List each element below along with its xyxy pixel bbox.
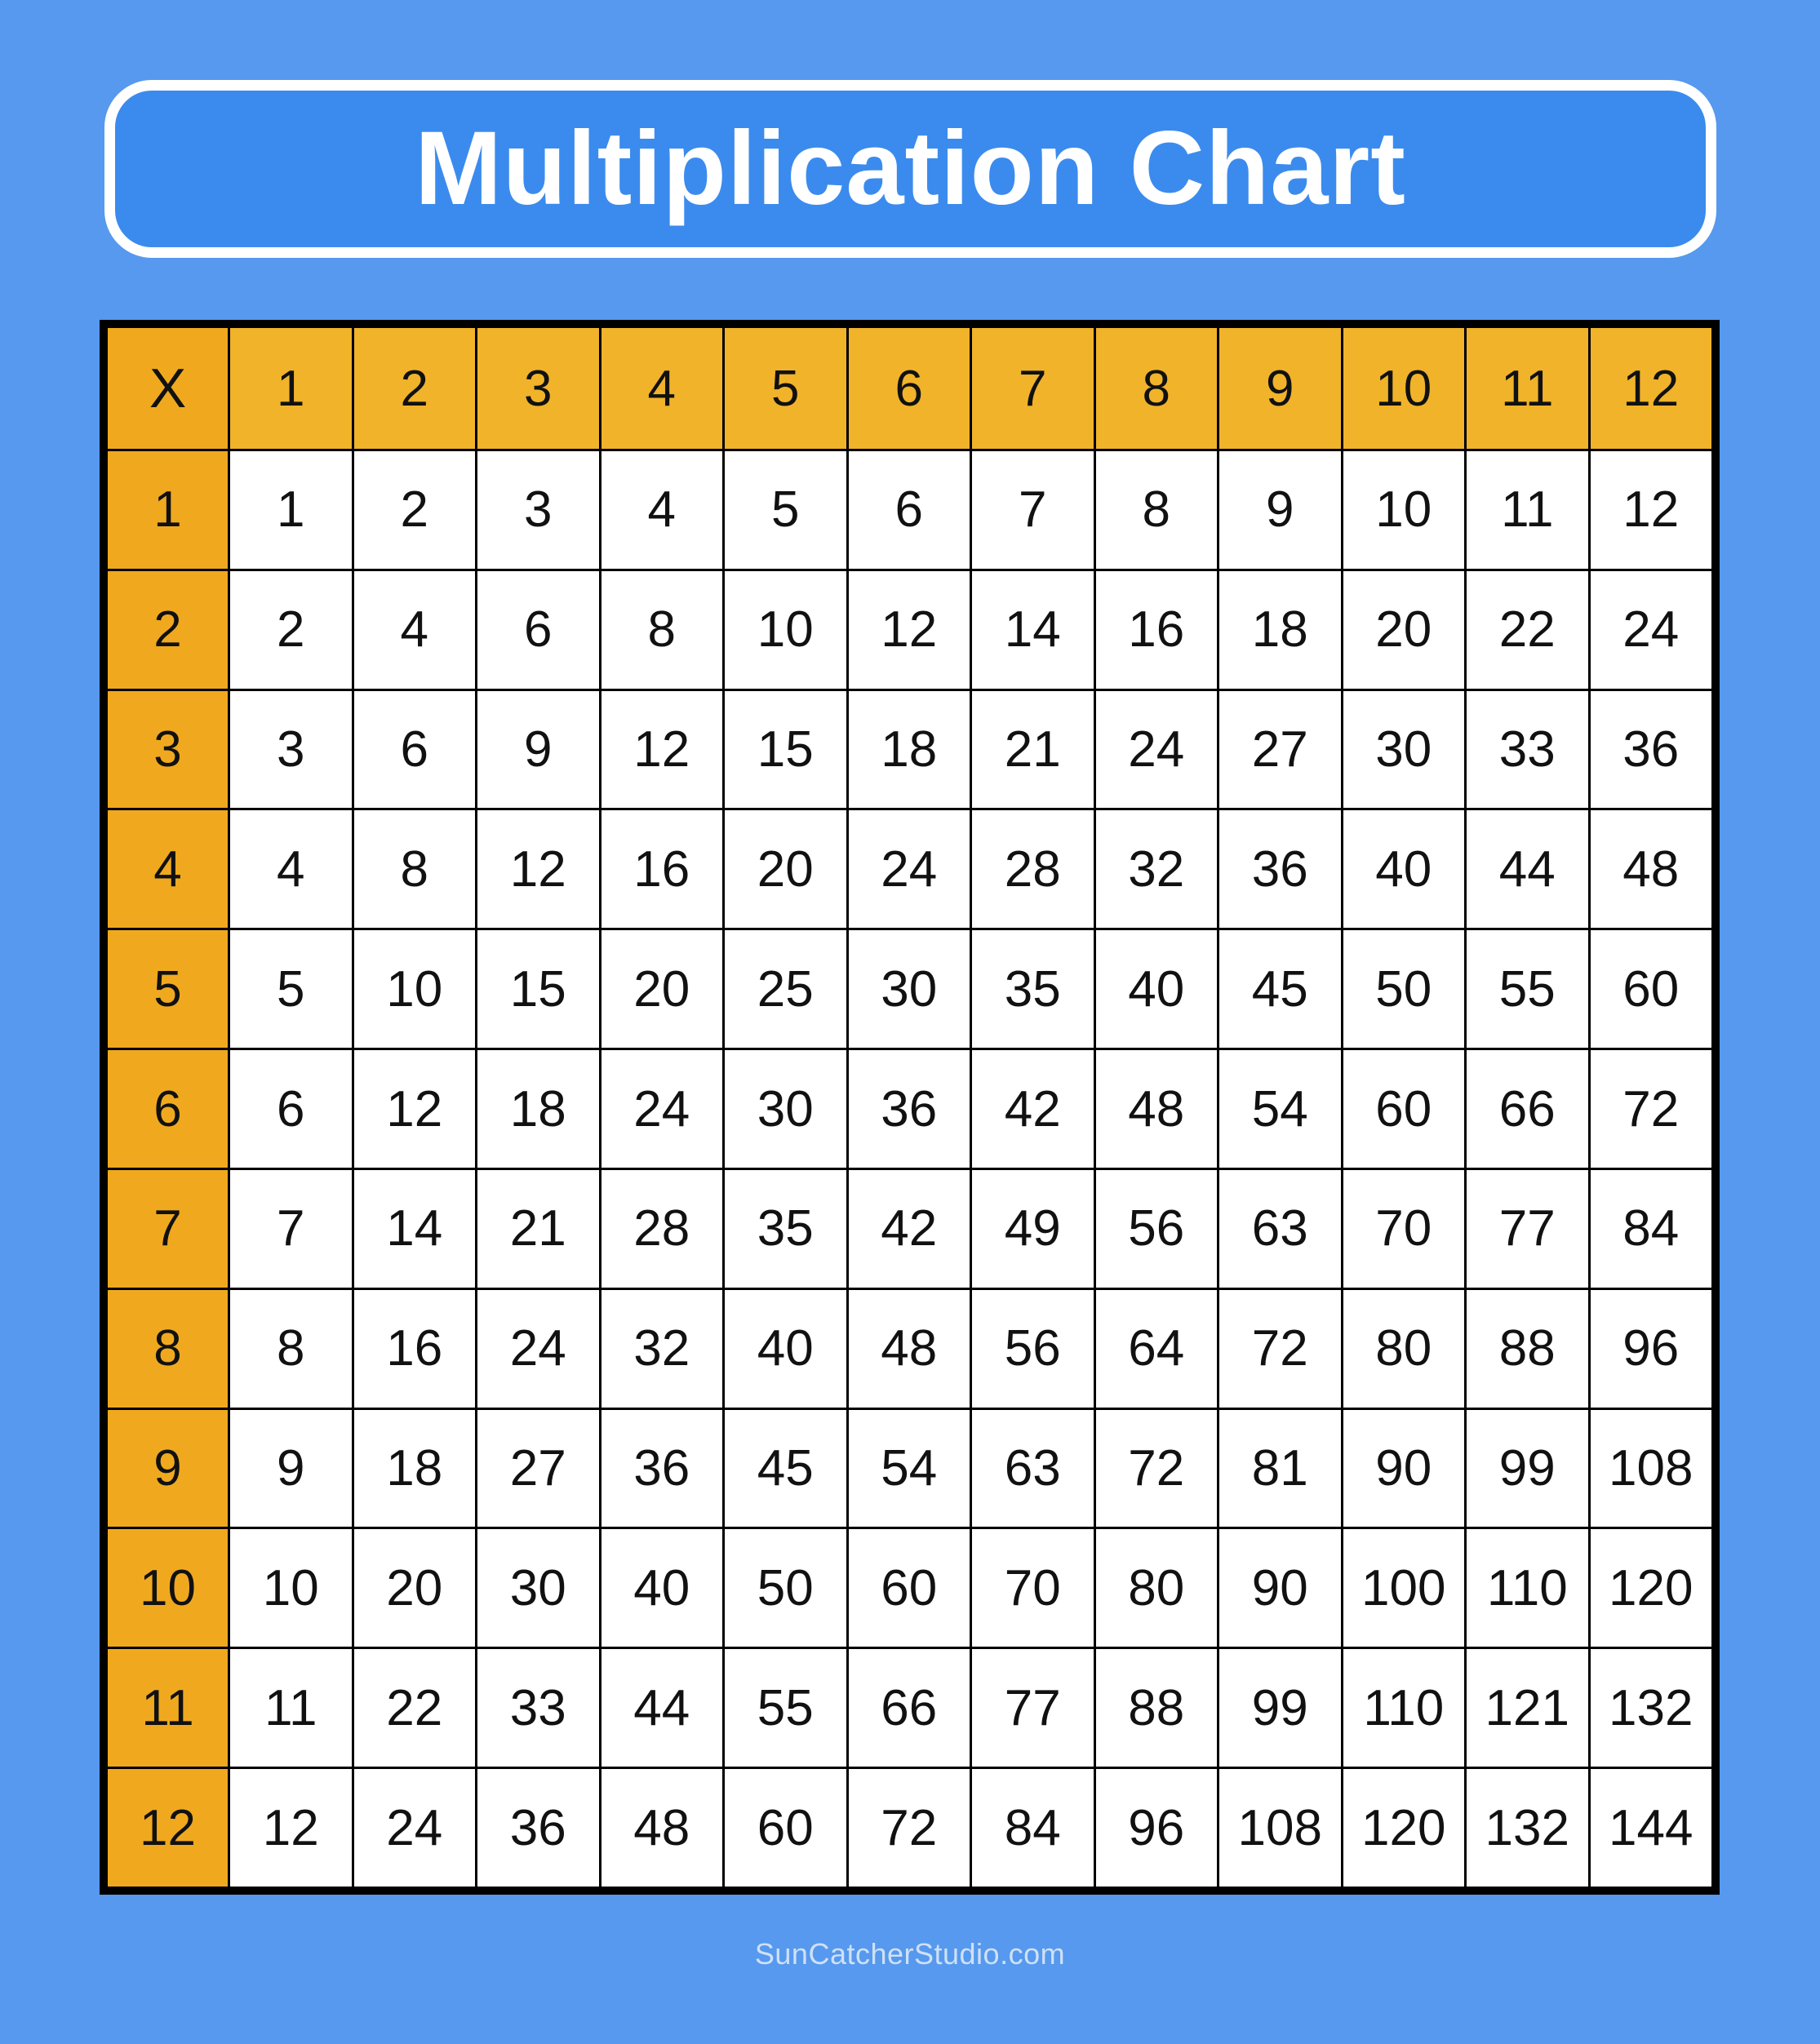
- product-cell: 3: [229, 689, 353, 809]
- column-header-cell: 4: [600, 327, 724, 450]
- product-cell: 9: [1219, 450, 1343, 570]
- product-cell: 20: [724, 809, 848, 929]
- product-cell: 72: [1589, 1049, 1713, 1169]
- product-cell: 44: [1466, 809, 1590, 929]
- page-title: Multiplication Chart: [415, 110, 1406, 227]
- table-row: [107, 1168, 1713, 1288]
- product-cell: 56: [1094, 1168, 1219, 1288]
- product-cell: 30: [724, 1049, 848, 1169]
- product-cell: 60: [1342, 1049, 1466, 1169]
- product-cell: 36: [1219, 809, 1343, 929]
- product-cell: 24: [1589, 570, 1713, 689]
- product-cell: 110: [1342, 1648, 1466, 1768]
- product-cell: 40: [1094, 929, 1219, 1049]
- product-cell: 77: [1466, 1168, 1590, 1288]
- row-header-cell: 5: [107, 929, 229, 1049]
- product-cell: 45: [724, 1408, 848, 1528]
- product-cell: 144: [1589, 1768, 1713, 1888]
- product-cell: 99: [1466, 1408, 1590, 1528]
- product-cell: 56: [971, 1288, 1095, 1408]
- product-cell: 42: [847, 1168, 971, 1288]
- product-cell: 50: [1342, 929, 1466, 1049]
- row-header-cell: 11: [107, 1648, 229, 1768]
- product-cell: 100: [1342, 1528, 1466, 1648]
- column-header-cell: 2: [353, 327, 477, 450]
- product-cell: 24: [847, 809, 971, 929]
- row-header-cell: 1: [107, 450, 229, 570]
- product-cell: 90: [1219, 1528, 1343, 1648]
- product-cell: 88: [1094, 1648, 1219, 1768]
- product-cell: 54: [847, 1408, 971, 1528]
- product-cell: 24: [477, 1288, 601, 1408]
- product-cell: 110: [1466, 1528, 1590, 1648]
- product-cell: 12: [353, 1049, 477, 1169]
- product-cell: 4: [353, 570, 477, 689]
- product-cell: 33: [1466, 689, 1590, 809]
- product-cell: 80: [1342, 1288, 1466, 1408]
- product-cell: 72: [1094, 1408, 1219, 1528]
- product-cell: 11: [1466, 450, 1590, 570]
- product-cell: 18: [1219, 570, 1343, 689]
- product-cell: 36: [1589, 689, 1713, 809]
- product-cell: 49: [971, 1168, 1095, 1288]
- product-cell: 54: [1219, 1049, 1343, 1169]
- product-cell: 77: [971, 1648, 1095, 1768]
- product-cell: 72: [847, 1768, 971, 1888]
- product-cell: 2: [229, 570, 353, 689]
- product-cell: 48: [600, 1768, 724, 1888]
- product-cell: 27: [1219, 689, 1343, 809]
- product-cell: 60: [724, 1768, 848, 1888]
- product-cell: 35: [971, 929, 1095, 1049]
- row-header-cell: 2: [107, 570, 229, 689]
- product-cell: 36: [600, 1408, 724, 1528]
- product-cell: 1: [229, 450, 353, 570]
- product-cell: 96: [1094, 1768, 1219, 1888]
- product-cell: 8: [1094, 450, 1219, 570]
- table-row: [107, 1768, 1713, 1888]
- table-header-row: [107, 327, 1713, 450]
- product-cell: 12: [600, 689, 724, 809]
- product-cell: 20: [1342, 570, 1466, 689]
- product-cell: 24: [1094, 689, 1219, 809]
- product-cell: 12: [477, 809, 601, 929]
- product-cell: 10: [724, 570, 848, 689]
- product-cell: 70: [1342, 1168, 1466, 1288]
- product-cell: 7: [229, 1168, 353, 1288]
- product-cell: 16: [600, 809, 724, 929]
- product-cell: 8: [600, 570, 724, 689]
- title-banner: [104, 80, 1716, 258]
- product-cell: 18: [847, 689, 971, 809]
- product-cell: 18: [353, 1408, 477, 1528]
- product-cell: 32: [1094, 809, 1219, 929]
- product-cell: 24: [353, 1768, 477, 1888]
- product-cell: 5: [229, 929, 353, 1049]
- product-cell: 108: [1589, 1408, 1713, 1528]
- table-row: [107, 1049, 1713, 1169]
- product-cell: 88: [1466, 1288, 1590, 1408]
- table-row: [107, 1648, 1713, 1768]
- table-row: [107, 450, 1713, 570]
- product-cell: 84: [971, 1768, 1095, 1888]
- row-header-cell: 12: [107, 1768, 229, 1888]
- product-cell: 12: [229, 1768, 353, 1888]
- product-cell: 9: [229, 1408, 353, 1528]
- product-cell: 28: [600, 1168, 724, 1288]
- product-cell: 28: [971, 809, 1095, 929]
- product-cell: 35: [724, 1168, 848, 1288]
- product-cell: 6: [847, 450, 971, 570]
- product-cell: 15: [477, 929, 601, 1049]
- product-cell: 6: [353, 689, 477, 809]
- product-cell: 6: [477, 570, 601, 689]
- column-header-cell: 9: [1219, 327, 1343, 450]
- product-cell: 42: [971, 1049, 1095, 1169]
- row-header-cell: 8: [107, 1288, 229, 1408]
- product-cell: 66: [1466, 1049, 1590, 1169]
- product-cell: 21: [477, 1168, 601, 1288]
- product-cell: 40: [1342, 809, 1466, 929]
- table-corner-cell: X: [107, 327, 229, 450]
- product-cell: 4: [600, 450, 724, 570]
- product-cell: 44: [600, 1648, 724, 1768]
- product-cell: 11: [229, 1648, 353, 1768]
- product-cell: 33: [477, 1648, 601, 1768]
- product-cell: 18: [477, 1049, 601, 1169]
- column-header-cell: 11: [1466, 327, 1590, 450]
- product-cell: 120: [1589, 1528, 1713, 1648]
- column-header-cell: 7: [971, 327, 1095, 450]
- footer-credit: SunCatcherStudio.com: [754, 1937, 1066, 1971]
- product-cell: 81: [1219, 1408, 1343, 1528]
- product-cell: 21: [971, 689, 1095, 809]
- product-cell: 2: [353, 450, 477, 570]
- product-cell: 121: [1466, 1648, 1590, 1768]
- product-cell: 4: [229, 809, 353, 929]
- product-cell: 14: [971, 570, 1095, 689]
- multiplication-table-container: [100, 320, 1720, 1895]
- product-cell: 60: [1589, 929, 1713, 1049]
- product-cell: 8: [229, 1288, 353, 1408]
- row-header-cell: 7: [107, 1168, 229, 1288]
- product-cell: 66: [847, 1648, 971, 1768]
- product-cell: 10: [1342, 450, 1466, 570]
- table-row: [107, 1288, 1713, 1408]
- product-cell: 90: [1342, 1408, 1466, 1528]
- product-cell: 64: [1094, 1288, 1219, 1408]
- product-cell: 8: [353, 809, 477, 929]
- table-row: [107, 1408, 1713, 1528]
- product-cell: 132: [1589, 1648, 1713, 1768]
- product-cell: 14: [353, 1168, 477, 1288]
- column-header-cell: 8: [1094, 327, 1219, 450]
- product-cell: 9: [477, 689, 601, 809]
- product-cell: 63: [971, 1408, 1095, 1528]
- product-cell: 60: [847, 1528, 971, 1648]
- table-row: [107, 929, 1713, 1049]
- product-cell: 50: [724, 1528, 848, 1648]
- product-cell: 80: [1094, 1528, 1219, 1648]
- multiplication-table: [105, 326, 1714, 1889]
- product-cell: 132: [1466, 1768, 1590, 1888]
- table-row: [107, 570, 1713, 689]
- column-header-cell: 1: [229, 327, 353, 450]
- row-header-cell: 10: [107, 1528, 229, 1648]
- product-cell: 40: [600, 1528, 724, 1648]
- column-header-cell: 5: [724, 327, 848, 450]
- product-cell: 12: [847, 570, 971, 689]
- row-header-cell: 4: [107, 809, 229, 929]
- product-cell: 20: [353, 1528, 477, 1648]
- table-row: [107, 689, 1713, 809]
- product-cell: 30: [847, 929, 971, 1049]
- product-cell: 22: [353, 1648, 477, 1768]
- product-cell: 24: [600, 1049, 724, 1169]
- product-cell: 48: [1094, 1049, 1219, 1169]
- product-cell: 27: [477, 1408, 601, 1528]
- product-cell: 7: [971, 450, 1095, 570]
- product-cell: 63: [1219, 1168, 1343, 1288]
- product-cell: 48: [847, 1288, 971, 1408]
- table-row: [107, 809, 1713, 929]
- product-cell: 55: [1466, 929, 1590, 1049]
- column-header-cell: 10: [1342, 327, 1466, 450]
- product-cell: 84: [1589, 1168, 1713, 1288]
- product-cell: 6: [229, 1049, 353, 1169]
- product-cell: 22: [1466, 570, 1590, 689]
- product-cell: 30: [477, 1528, 601, 1648]
- product-cell: 3: [477, 450, 601, 570]
- product-cell: 10: [229, 1528, 353, 1648]
- product-cell: 12: [1589, 450, 1713, 570]
- product-cell: 99: [1219, 1648, 1343, 1768]
- product-cell: 55: [724, 1648, 848, 1768]
- product-cell: 108: [1219, 1768, 1343, 1888]
- product-cell: 32: [600, 1288, 724, 1408]
- product-cell: 36: [477, 1768, 601, 1888]
- product-cell: 25: [724, 929, 848, 1049]
- product-cell: 15: [724, 689, 848, 809]
- product-cell: 96: [1589, 1288, 1713, 1408]
- table-row: [107, 1528, 1713, 1648]
- product-cell: 5: [724, 450, 848, 570]
- product-cell: 40: [724, 1288, 848, 1408]
- product-cell: 120: [1342, 1768, 1466, 1888]
- product-cell: 72: [1219, 1288, 1343, 1408]
- product-cell: 36: [847, 1049, 971, 1169]
- product-cell: 45: [1219, 929, 1343, 1049]
- row-header-cell: 3: [107, 689, 229, 809]
- column-header-cell: 6: [847, 327, 971, 450]
- row-header-cell: 9: [107, 1408, 229, 1528]
- product-cell: 30: [1342, 689, 1466, 809]
- product-cell: 16: [353, 1288, 477, 1408]
- product-cell: 70: [971, 1528, 1095, 1648]
- column-header-cell: 3: [477, 327, 601, 450]
- row-header-cell: 6: [107, 1049, 229, 1169]
- product-cell: 16: [1094, 570, 1219, 689]
- column-header-cell: 12: [1589, 327, 1713, 450]
- product-cell: 10: [353, 929, 477, 1049]
- product-cell: 48: [1589, 809, 1713, 929]
- product-cell: 20: [600, 929, 724, 1049]
